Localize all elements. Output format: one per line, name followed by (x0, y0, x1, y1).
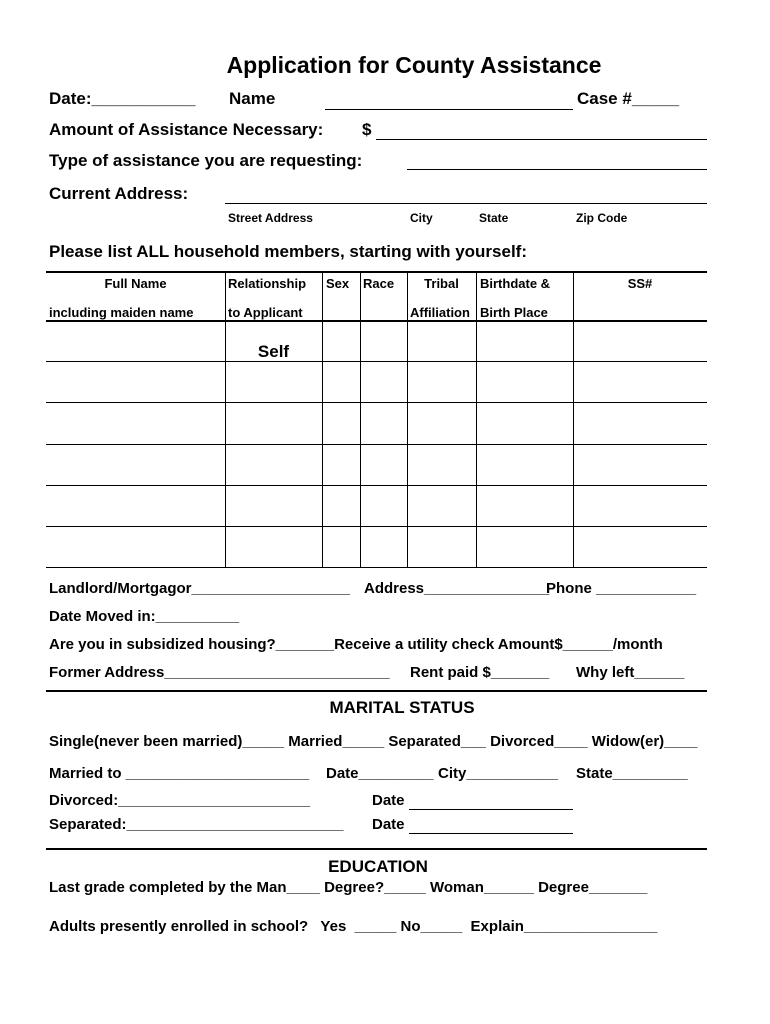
city-caption: City (410, 211, 433, 225)
household-prompt: Please list ALL household members, starting with yourself: (49, 242, 527, 261)
header-full-name: Full Name (104, 276, 167, 291)
header-maiden: including maiden name (49, 305, 194, 320)
grade-completed-line[interactable]: Last grade completed by the Man____ Degree?_____ Woman______ Degree_______ (49, 879, 648, 896)
separated-field[interactable]: Separated:__________________________ (49, 816, 344, 833)
subsidized-housing-line[interactable]: Are you in subsidized housing?_______Receive a utility check Amount$______/month (49, 636, 663, 653)
divorced-field[interactable]: Divorced:_______________________ (49, 792, 311, 809)
landlord-field[interactable]: Landlord/Mortgagor___________________ (49, 580, 350, 597)
header-birthplace: Birth Place (480, 305, 548, 320)
education-heading: EDUCATION (328, 857, 428, 876)
name-label: Name (229, 89, 276, 108)
marital-status-options[interactable]: Single(never been married)_____ Married_____ Separated___ Divorced____ Widow(er)____ (49, 733, 698, 750)
date-field[interactable]: Date:___________ (49, 89, 196, 108)
married-state-field[interactable]: State_________ (576, 765, 688, 782)
assistance-type-line[interactable] (407, 169, 707, 170)
header-birthdate: Birthdate & (480, 276, 551, 291)
former-address-field[interactable]: Former Address___________________________ (49, 664, 390, 681)
name-line[interactable] (325, 109, 573, 110)
married-date-field[interactable]: Date_________ (326, 765, 434, 782)
divorced-date-label: Date (372, 792, 405, 809)
table-row[interactable] (46, 403, 707, 443)
header-affiliation: Affiliation (410, 305, 470, 320)
marital-status-heading: MARITAL STATUS (329, 698, 475, 717)
street-address-caption: Street Address (228, 211, 313, 225)
divorced-date-line[interactable] (409, 809, 573, 810)
header-race: Race (363, 276, 395, 291)
table-row[interactable] (46, 445, 707, 485)
header-sex: Sex (326, 276, 350, 291)
header-relationship: Relationship (228, 276, 307, 291)
assistance-type-label: Type of assistance you are requesting: (49, 151, 363, 170)
section-divider (46, 848, 707, 850)
state-caption: State (479, 211, 509, 225)
current-address-label: Current Address: (49, 184, 189, 203)
self-label: Self (257, 342, 290, 361)
table-row[interactable] (46, 362, 707, 402)
married-city-field[interactable]: City___________ (438, 765, 559, 782)
phone-field[interactable]: Phone ____________ (546, 580, 697, 597)
case-field[interactable]: Case #_____ (577, 89, 680, 108)
married-to-field[interactable]: Married to ______________________ (49, 765, 310, 782)
table-row[interactable] (46, 486, 707, 526)
zip-caption: Zip Code (576, 211, 628, 225)
header-tribal: Tribal (424, 276, 459, 291)
why-left-field[interactable]: Why left______ (576, 664, 685, 681)
landlord-address-field[interactable]: Address_______________ (364, 580, 550, 597)
dollar-sign: $ (362, 120, 372, 139)
current-address-line[interactable] (225, 203, 707, 204)
date-moved-field[interactable]: Date Moved in:__________ (49, 608, 240, 625)
table-row[interactable] (46, 527, 707, 567)
rent-paid-field[interactable]: Rent paid $_______ (410, 664, 550, 681)
amount-label: Amount of Assistance Necessary: (49, 120, 324, 139)
enrolled-line[interactable]: Adults presently enrolled in school? Yes _____ No_____ Explain________________ (49, 918, 658, 935)
header-ss: SS# (627, 276, 653, 291)
section-divider (46, 690, 707, 692)
table-row[interactable] (46, 321, 707, 361)
page-title: Application for County Assistance (226, 52, 602, 78)
amount-line[interactable] (376, 139, 707, 140)
separated-date-label: Date (372, 816, 405, 833)
separated-date-line[interactable] (409, 833, 573, 834)
header-to-applicant: to Applicant (228, 305, 303, 320)
